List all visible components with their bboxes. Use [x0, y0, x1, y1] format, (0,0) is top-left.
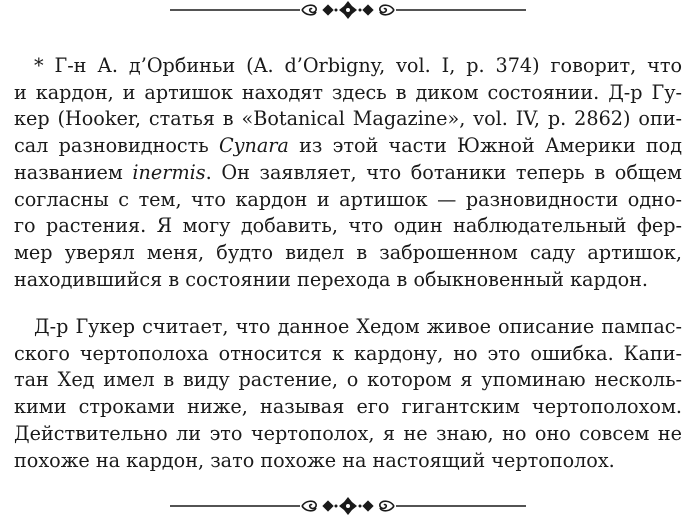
text-segment: названием [14, 160, 133, 184]
text-line [14, 160, 682, 187]
footnote-paragraph [14, 53, 682, 293]
text-line: го растения. Я могу добавить, что один наблюдательный фер- [14, 214, 682, 238]
text-line: * Г-н А. д’Орбиньи (A. d’Orbigny, vol. I, p. 374) говорит, что [34, 54, 682, 77]
top-fleuron-divider-icon [0, 0, 696, 20]
text-segment: сал разновидность [14, 134, 219, 158]
text-line: Д-р Гукер считает, что данное Хедом живое описание пампас- [34, 315, 682, 338]
italic-term-inermis: inermis [132, 160, 206, 184]
text-line: согласны с тем, что кардон и артишок — разновидности одно- [14, 187, 682, 211]
text-line: похоже на кардон, зато похоже на настоящий чертополох. [14, 448, 615, 472]
text-line: кер (Hooker, статья в «Botanical Magazine», vol. IV, p. 2862) опи- [14, 107, 682, 131]
italic-term-cynara: Cynara [218, 134, 289, 158]
text-line: Действительно ли это чертополох, я не знаю, но оно совсем не [14, 421, 682, 445]
text-line: мер уверял меня, будто видел в заброшенном саду артишок, [14, 240, 682, 264]
text-line [14, 133, 682, 160]
text-line: ского чертополоха относится к кардону, но это ошибка. Капи- [14, 341, 682, 365]
second-paragraph [14, 314, 682, 474]
text-line: тан Хед имел в виду растение, о котором я упоминаю несколь- [14, 368, 682, 392]
text-line: и кардон, и артишок находят здесь в диком состоянии. Д-р Гу- [14, 80, 682, 104]
text-segment: . Он заявляет, что ботаники теперь в общем [205, 160, 682, 184]
text-segment: из этой части Южной Америки под [288, 134, 683, 158]
bottom-fleuron-divider-icon [0, 496, 696, 516]
text-line: кими строками ниже, называя его гигантским чертополохом. [14, 395, 682, 419]
text-line: находившийся в состоянии перехода в обыкновенный кардон. [14, 267, 649, 291]
